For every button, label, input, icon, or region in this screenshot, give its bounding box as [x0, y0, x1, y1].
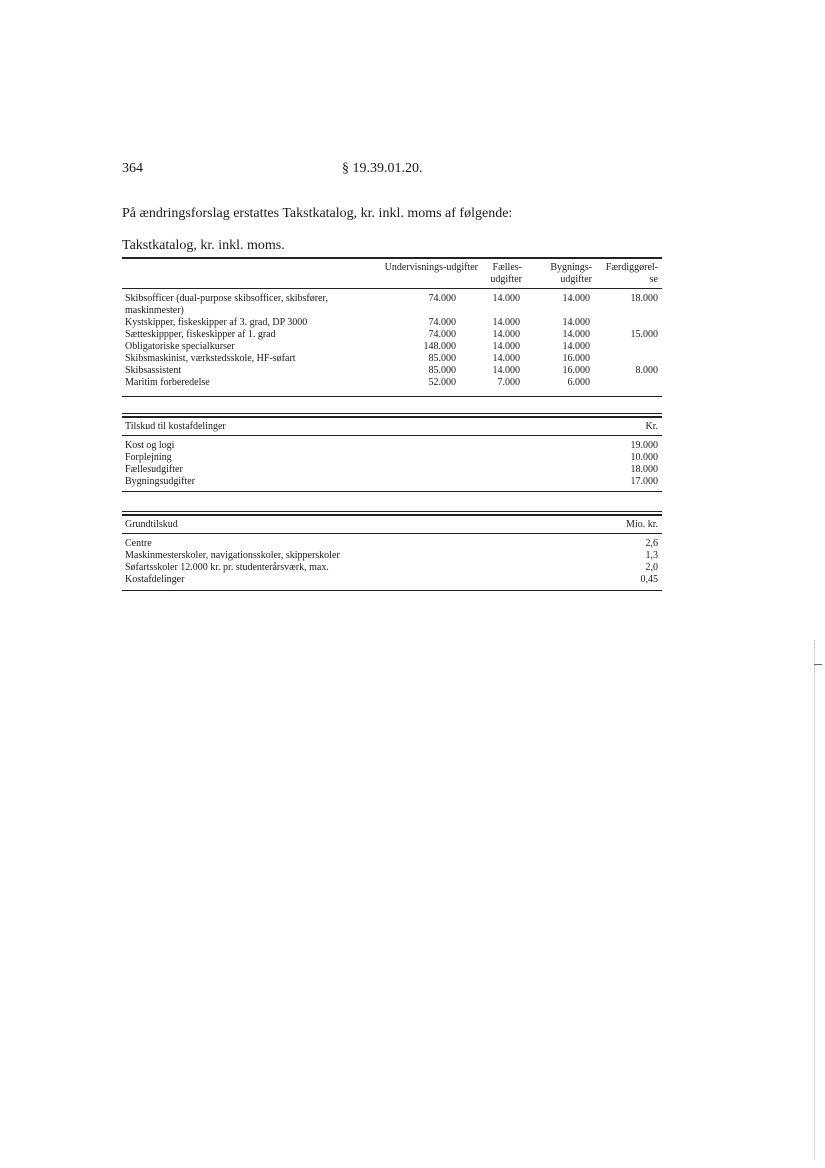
row-label: Maritim forberedelse — [125, 377, 210, 388]
value-faerdiggoerelse: 15.000 — [630, 329, 658, 340]
row-label: Kystskipper, fiskeskipper af 3. grad, DP 3000 — [125, 317, 308, 328]
table3-header-rule — [122, 533, 662, 534]
row-label: Fællesudgifter — [125, 464, 183, 475]
value-undervisning: 85.000 — [428, 365, 456, 376]
value-faerdiggoerelse: 8.000 — [635, 365, 658, 376]
table3-header-unit: Mio. kr. — [626, 519, 658, 530]
col-header-undervisning: Undervisnings-udgifter — [384, 262, 478, 273]
value-undervisning: 74.000 — [428, 293, 456, 304]
scan-tick-mark — [814, 664, 822, 665]
row-value: 18.000 — [630, 464, 658, 475]
value-undervisning: 74.000 — [428, 329, 456, 340]
row-label: Centre — [125, 538, 152, 549]
row-label: Maskinmesterskoler, navigationsskoler, skipperskoler — [125, 550, 340, 561]
value-bygnings: 6.000 — [567, 377, 590, 388]
value-bygnings: 14.000 — [562, 341, 590, 352]
table1-header-rule — [122, 288, 662, 289]
table3-top-rule — [122, 511, 662, 512]
row-label: Forplejning — [125, 452, 172, 463]
row-label: Skibsofficer (dual-purpose skibsofficer, skibsfører, — [125, 293, 328, 304]
table2-header-label: Tilskud til kostafdelinger — [125, 421, 226, 432]
value-faelles: 14.000 — [492, 353, 520, 364]
row-label: Bygningsudgifter — [125, 476, 195, 487]
value-faelles: 7.000 — [497, 377, 520, 388]
value-faelles: 14.000 — [492, 317, 520, 328]
value-undervisning: 85.000 — [428, 353, 456, 364]
col-header-faerdiggoerelse: Færdiggørel- se — [605, 262, 658, 285]
intro-text: På ændringsforslag erstattes Takstkatalog, kr. inkl. moms af følgende: — [122, 206, 513, 221]
table2-header-rule — [122, 435, 662, 436]
row-label: Kostafdelinger — [125, 574, 185, 585]
row-value: 10.000 — [630, 452, 658, 463]
value-undervisning: 52.000 — [428, 377, 456, 388]
row-label: Kost og logi — [125, 440, 175, 451]
table1-top-rule — [122, 257, 662, 259]
value-faelles: 14.000 — [492, 329, 520, 340]
table2-top-rule-2 — [122, 416, 662, 418]
table3-bottom-rule — [122, 590, 662, 591]
row-label: Skibsassistent — [125, 365, 182, 376]
row-label: Sætteskippper, fiskeskipper af 1. grad — [125, 329, 276, 340]
col-header-bygnings: Bygnings- udgifter — [550, 262, 592, 285]
table3-header-label: Grundtilskud — [125, 519, 178, 530]
row-value: 1,3 — [645, 550, 658, 561]
table2-header-unit: Kr. — [645, 421, 658, 432]
row-label: Skibsmaskinist, værkstedsskole, HF-søfart — [125, 353, 296, 364]
table1-bottom-rule — [122, 396, 662, 397]
value-bygnings: 16.000 — [562, 353, 590, 364]
row-value: 2,6 — [645, 538, 658, 549]
row-label: Obligatoriske specialkurser — [125, 341, 235, 352]
row-label: Søfartsskoler 12.000 kr. pr. studenterårsværk, max. — [125, 562, 329, 573]
scan-edge-mark — [814, 640, 816, 1160]
value-faelles: 14.000 — [492, 293, 520, 304]
col-header-faelles: Fælles- udgifter — [490, 262, 522, 285]
row-value: 0,45 — [640, 574, 658, 585]
page-number: 364 — [122, 161, 143, 176]
table3-top-rule-2 — [122, 514, 662, 516]
value-faelles: 14.000 — [492, 341, 520, 352]
table1-title: Takstkatalog, kr. inkl. moms. — [122, 238, 285, 253]
value-bygnings: 14.000 — [562, 329, 590, 340]
value-faerdiggoerelse: 18.000 — [630, 293, 658, 304]
table2-bottom-rule — [122, 491, 662, 492]
value-bygnings: 14.000 — [562, 317, 590, 328]
row-value: 17.000 — [630, 476, 658, 487]
value-faelles: 14.000 — [492, 365, 520, 376]
row-value: 2,0 — [645, 562, 658, 573]
value-bygnings: 14.000 — [562, 293, 590, 304]
value-undervisning: 74.000 — [428, 317, 456, 328]
row-label-cont: maskinmester) — [125, 305, 184, 316]
row-value: 19.000 — [630, 440, 658, 451]
value-bygnings: 16.000 — [562, 365, 590, 376]
section-reference: § 19.39.01.20. — [342, 161, 423, 176]
table2-top-rule — [122, 413, 662, 414]
value-undervisning: 148.000 — [423, 341, 456, 352]
